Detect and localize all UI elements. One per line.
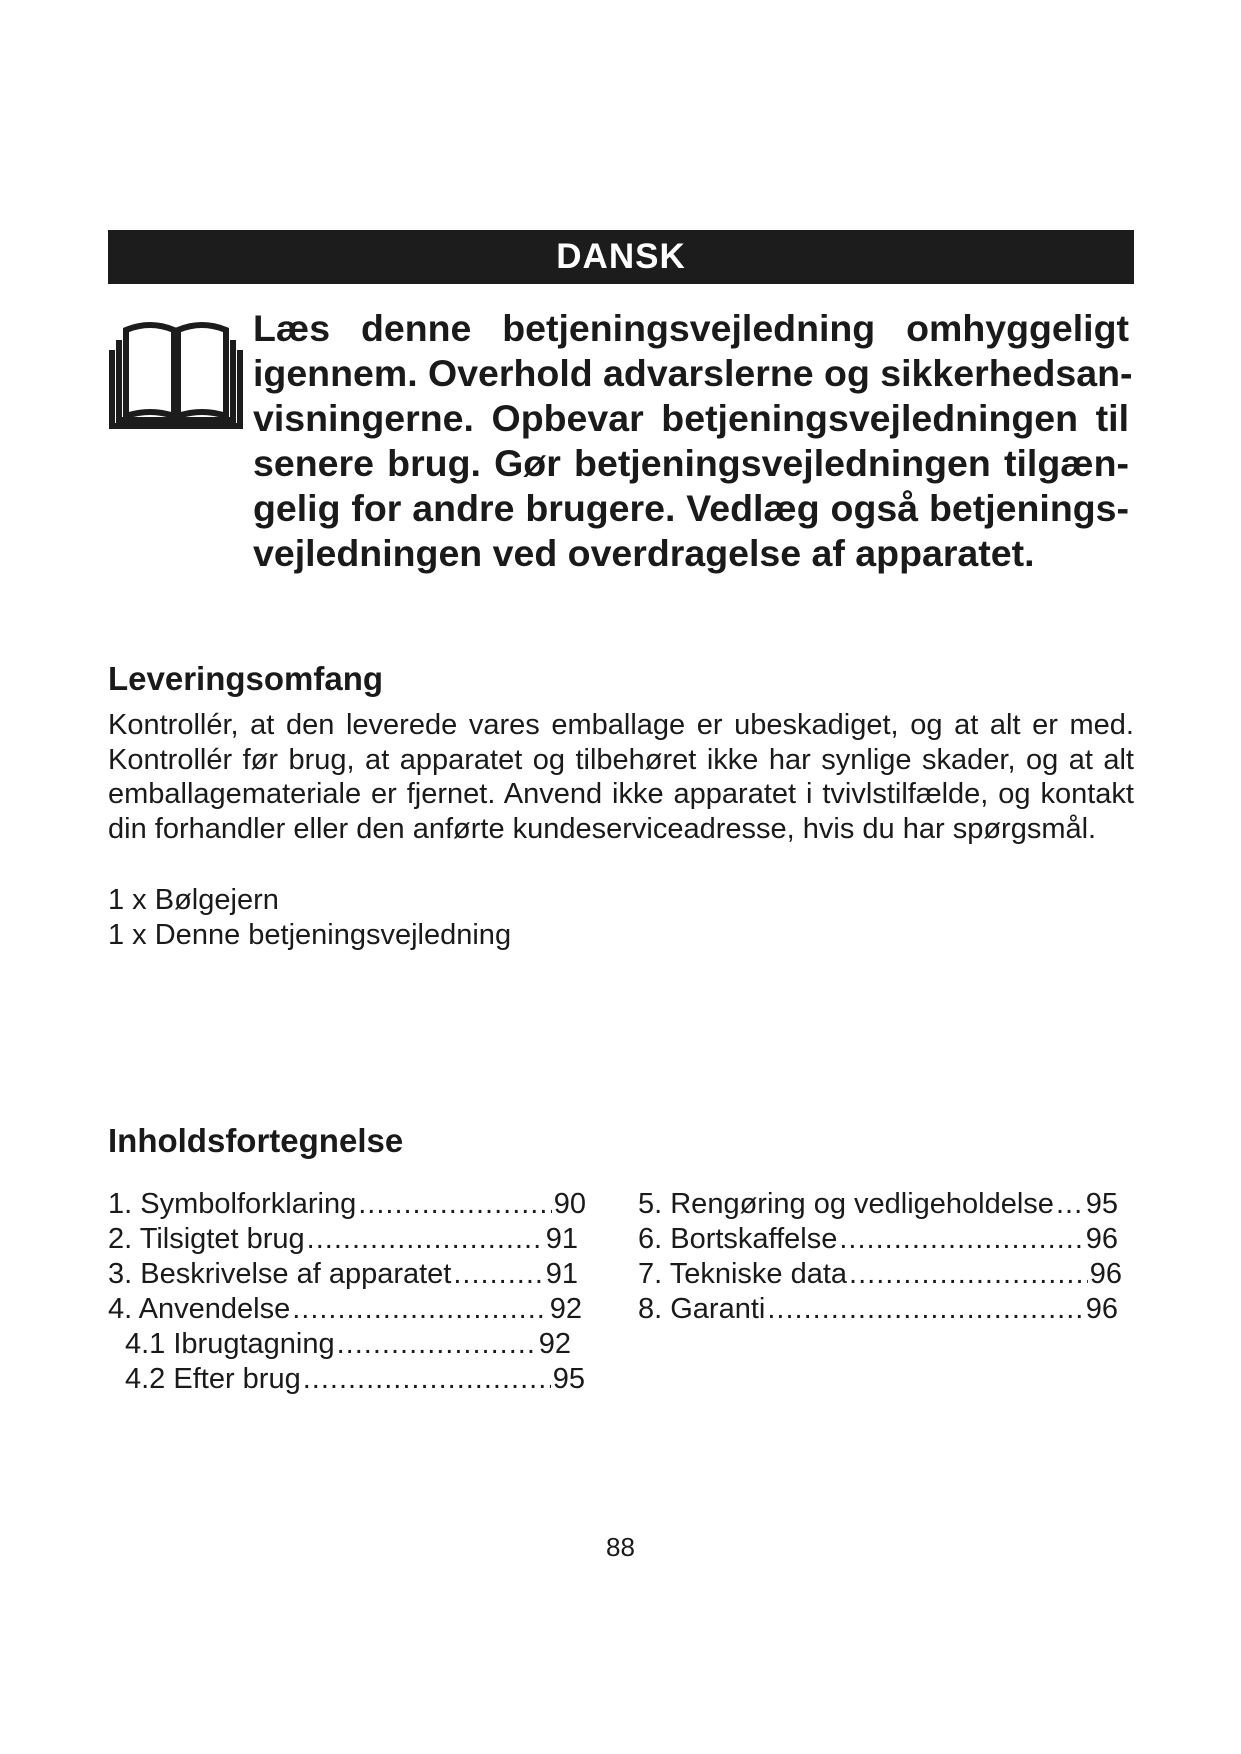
intro-line: vejledningen ved overdragelse af apparatet. <box>253 532 1035 574</box>
toc-leader-dots <box>839 1222 1083 1257</box>
toc-entry-label: 4. Anvendelse <box>108 1293 291 1325</box>
toc-leader-dots <box>307 1222 544 1257</box>
toc-entry-label: 1. Symbolforklaring <box>108 1188 357 1220</box>
toc-entry-page: 95 <box>1085 1188 1118 1220</box>
delivery-items-list <box>108 883 1134 952</box>
toc-entry-page: 91 <box>545 1258 578 1290</box>
toc-entry-page: 96 <box>1089 1258 1122 1290</box>
delivery-heading: Leveringsomfang <box>108 660 384 697</box>
delivery-paragraph-line: Kontrollér før brug, at apparatet og tilbehøret ikke har synlige skader, og at alt <box>108 743 1134 776</box>
toc-entry-page: 96 <box>1085 1293 1118 1325</box>
delivery-paragraph-line: din forhandler eller den anførte kundeserviceadresse, hvis du har spørgsmål. <box>108 812 1097 845</box>
toc-entry-label: 6. Bortskaffelse <box>638 1223 838 1255</box>
toc-entry-page: 92 <box>549 1293 582 1325</box>
language-header-bar <box>108 230 1134 284</box>
toc-entry-label: 8. Garanti <box>638 1293 766 1325</box>
intro-line: visningerne. Opbevar betjeningsvejledningen til <box>253 397 1129 439</box>
toc-entry[interactable] <box>638 1292 1118 1327</box>
intro-line: igennem. Overhold advarslerne og sikkerhedsan- <box>253 352 1133 394</box>
toc-leader-dots <box>337 1327 537 1362</box>
toc-entry[interactable] <box>108 1257 578 1292</box>
toc-subentry[interactable] <box>108 1327 571 1362</box>
toc-entry-label: 3. Beskrivelse af apparatet <box>108 1258 452 1290</box>
intro-line: Læs denne betjeningsvejledning omhyggeligt <box>253 307 1129 349</box>
delivery-paragraph-line: emballagemateriale er fjernet. Anvend ikke apparatet i tvivlstilfælde, og kontakt <box>108 778 1134 810</box>
delivery-paragraph <box>108 708 1134 846</box>
toc-entry-page: 91 <box>545 1223 578 1255</box>
language-label: DANSK <box>556 237 686 276</box>
toc-leader-dots <box>358 1187 552 1222</box>
toc-entry-label: 5. Rengøring og vedligeholdelse <box>638 1188 1054 1220</box>
toc-entry[interactable] <box>638 1222 1118 1257</box>
toc-entry-label: 4.2 Efter brug <box>125 1363 301 1395</box>
page-number: 88 <box>606 1532 635 1562</box>
contents-right-column <box>638 1187 1122 1327</box>
contents-left-column <box>108 1187 586 1397</box>
toc-entry-label: 2. Tilsigtet brug <box>108 1223 305 1255</box>
toc-leader-dots <box>767 1292 1083 1327</box>
toc-entry-label: 7. Tekniske data <box>638 1258 848 1290</box>
intro-line: gelig for andre brugere. Vedlæg også betjenings- <box>253 487 1129 529</box>
toc-entry-label: 4.1 Ibrugtagning <box>125 1328 335 1360</box>
toc-leader-dots <box>849 1257 1088 1292</box>
contents-heading: Inholdsfortegnelse <box>108 1122 404 1159</box>
toc-entry-page: 92 <box>538 1328 571 1360</box>
toc-entry-page: 90 <box>553 1188 586 1220</box>
intro-line: senere brug. Gør betjeningsvejledningen tilgæn- <box>253 442 1129 484</box>
delivery-item: 1 x Bølgejern <box>108 884 279 916</box>
toc-entry[interactable] <box>108 1222 578 1257</box>
toc-entry-page: 96 <box>1085 1223 1118 1255</box>
delivery-item: 1 x Denne betjeningsvejledning <box>108 918 512 951</box>
toc-entry[interactable] <box>108 1292 582 1327</box>
toc-subentry[interactable] <box>108 1362 585 1397</box>
toc-entry[interactable] <box>108 1187 586 1222</box>
toc-leader-dots <box>292 1292 548 1327</box>
delivery-paragraph-line: Kontrollér, at den leverede vares emballage er ubeskadiget, og at alt er med. <box>108 709 1134 741</box>
open-book-icon <box>108 316 244 432</box>
toc-leader-dots <box>303 1362 551 1397</box>
toc-entry-page: 95 <box>552 1363 585 1395</box>
toc-entry[interactable] <box>638 1257 1122 1292</box>
toc-entry[interactable] <box>638 1187 1118 1222</box>
toc-leader-dots <box>453 1257 543 1292</box>
toc-leader-dots <box>1056 1187 1084 1222</box>
intro-instructions <box>253 306 1133 576</box>
